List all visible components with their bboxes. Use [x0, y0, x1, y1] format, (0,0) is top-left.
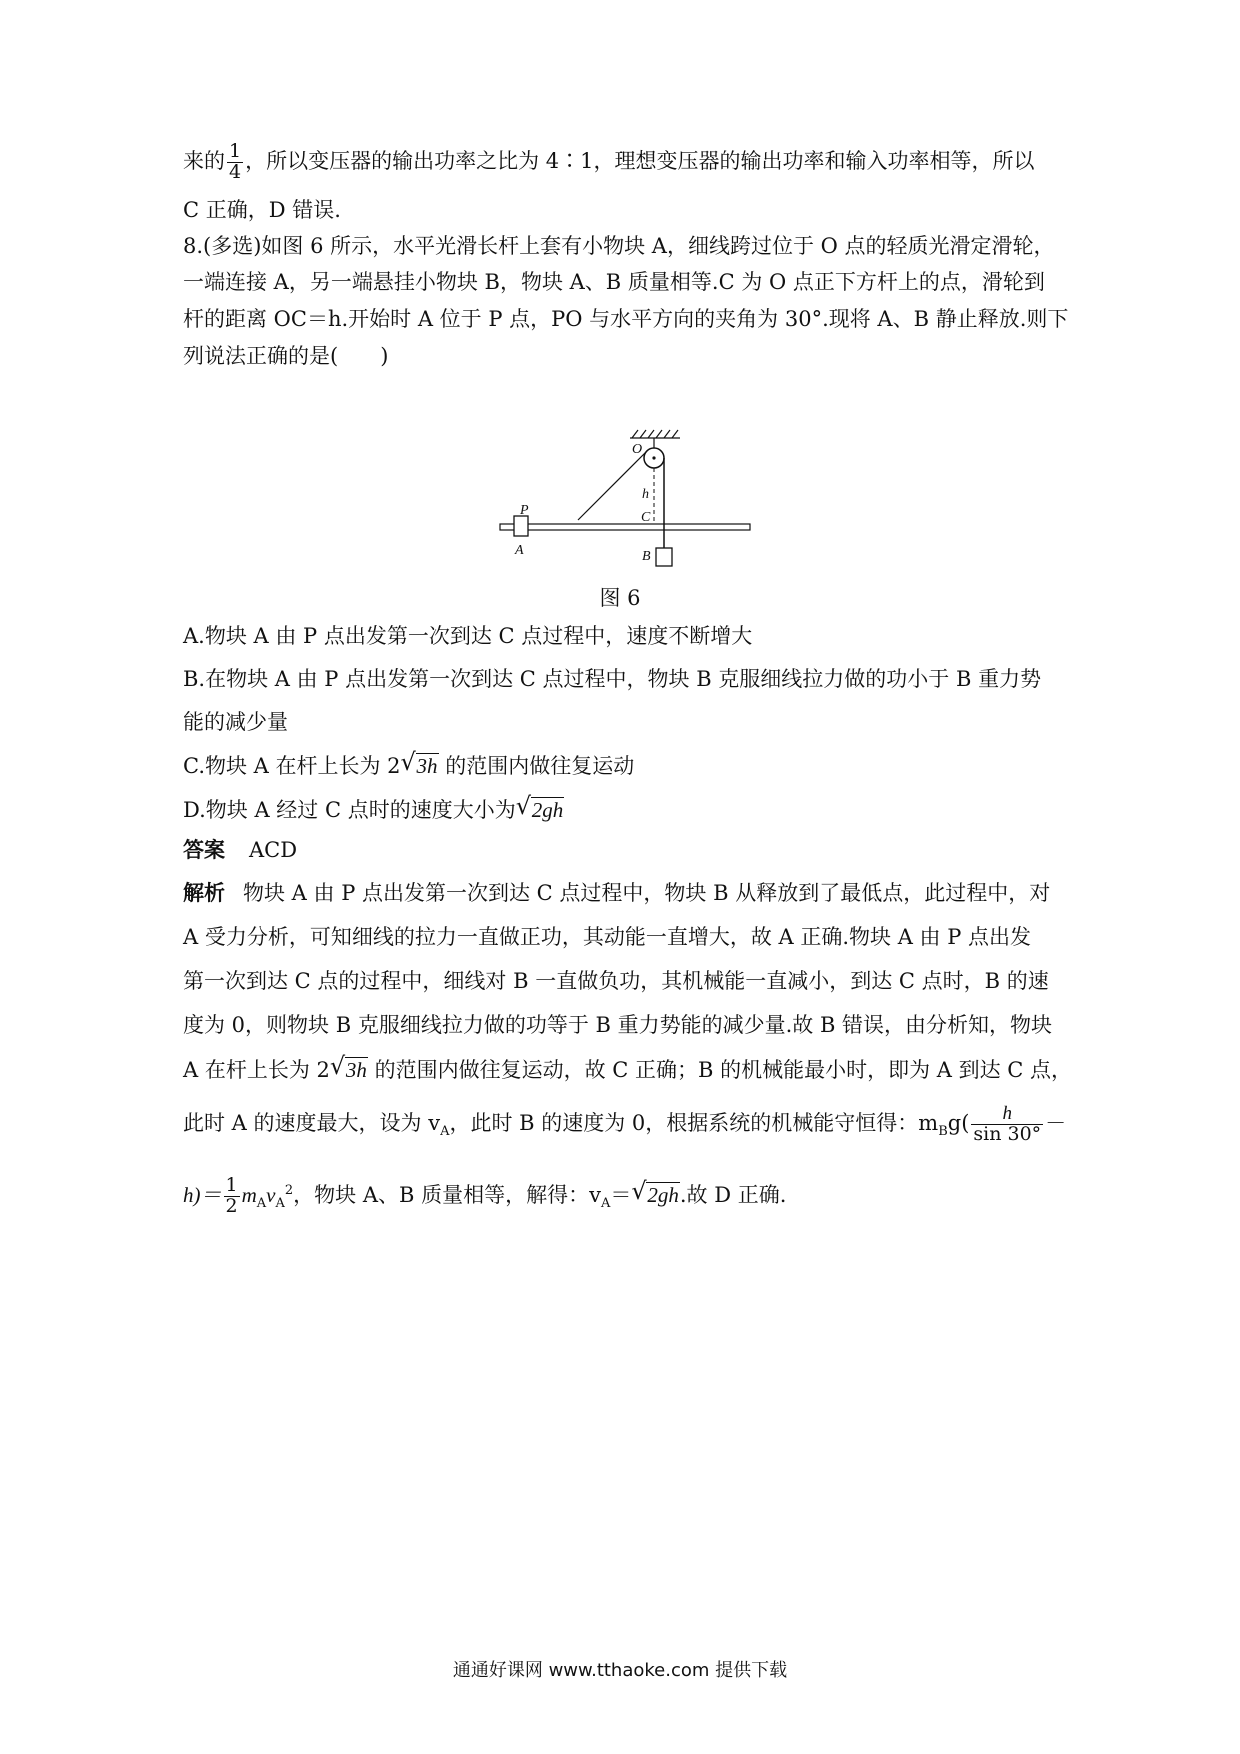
text-segment: D.物块 A 经过 C 点时的速度大小为 — [183, 798, 516, 822]
radical-sign: √ — [515, 792, 531, 820]
square-root — [515, 792, 565, 824]
text-segment: 的范围内做往复运动 — [438, 754, 635, 778]
figure-caption: 图 6 — [599, 586, 641, 610]
radicand: 3h — [345, 1058, 367, 1082]
fraction-denominator: 4 — [229, 160, 242, 183]
square-root — [400, 748, 439, 780]
fraction-denominator: sin 30° — [973, 1122, 1042, 1145]
page-footer: 通通好课网 www.tthaoke.com 提供下载 — [452, 1660, 788, 1681]
radical-sign: √ — [400, 748, 416, 776]
question-line-1: 8.(多选)如图 6 所示，水平光滑长杆上套有小物块 A，细线跨过位于 O 点的轻质光滑定滑轮， — [183, 234, 1055, 258]
text-segment: h)＝ — [183, 1182, 222, 1207]
answer-line — [183, 836, 1063, 864]
radicand: 2gh — [531, 798, 564, 822]
text-segment: ＝ — [610, 1182, 632, 1207]
text-segment: A 在杆上长为 2 — [183, 1058, 330, 1082]
text-segment: 的范围内做往复运动，故 C 正确；B 的机械能最小时，即为 A 到达 C 点， — [367, 1058, 1073, 1082]
analysis-line-4: 度为 0，则物块 B 克服细线拉力做的功等于 B 重力势能的减少量.故 B 错误，由分析知，物块 — [183, 1013, 1053, 1037]
square-root — [631, 1176, 680, 1209]
pulley-axle — [652, 456, 655, 459]
label-h: h — [642, 487, 649, 502]
answer-value: ACD — [249, 838, 298, 862]
radical-sign: √ — [631, 1176, 647, 1205]
label-p: P — [520, 503, 529, 518]
analysis-line-1 — [183, 879, 1063, 907]
text-segment: m — [241, 1182, 257, 1207]
block-b — [656, 548, 672, 566]
subscript: A — [440, 1124, 450, 1140]
analysis-label: 解析 — [183, 880, 225, 905]
analysis-line-6 — [183, 1103, 1067, 1146]
fraction-denominator: 2 — [225, 1194, 238, 1217]
text-segment: ，所以变压器的输出功率之比为 4∶1，理想变压器的输出功率和输入功率相等，所以 — [245, 148, 1035, 173]
radicand: 3h — [416, 754, 438, 778]
text-segment: .故 D 正确. — [679, 1182, 787, 1207]
text-segment: C.物块 A 在杆上长为 2 — [183, 754, 401, 778]
block-a — [514, 516, 528, 536]
subscript: A — [256, 1196, 267, 1212]
option-d — [183, 792, 1063, 824]
text-segment: g( — [947, 1110, 970, 1135]
question-line-4: 列说法正确的是( ) — [183, 344, 389, 368]
label-b: B — [642, 549, 651, 564]
analysis-line-5 — [183, 1052, 1073, 1084]
square-root — [329, 1052, 368, 1084]
radicand: 2gh — [647, 1182, 679, 1207]
string-to-a — [578, 452, 646, 520]
text-segment: ，物块 A、B 质量相等，解得：v — [293, 1182, 601, 1207]
label-o: O — [632, 442, 643, 457]
label-c: C — [641, 510, 651, 525]
text-segment: 物块 A 由 P 点出发第一次到达 C 点过程中，物块 B 从释放到了最低点，此过程中，对 — [243, 881, 1051, 905]
text-segment: ，此时 B 的速度为 0，根据系统的机械能守恒得：m — [449, 1110, 939, 1135]
fraction-numerator: h — [971, 1104, 1043, 1125]
analysis-line-2: A 受力分析，可知细线的拉力一直做正功，其动能一直增大，故 A 正确.物块 A 由 P 点出发 — [183, 925, 1032, 949]
fraction-numerator: 1 — [225, 1174, 238, 1196]
continuation-line-2: C 正确，D 错误. — [183, 198, 341, 222]
text-segment: － — [1045, 1110, 1067, 1135]
option-a: A.物块 A 由 P 点出发第一次到达 C 点过程中，速度不断增大 — [183, 624, 753, 648]
option-c — [183, 748, 1063, 780]
subscript: A — [600, 1196, 611, 1212]
answer-label: 答案 — [183, 837, 225, 862]
label-a: A — [515, 543, 524, 558]
fraction-one-half — [224, 1176, 240, 1217]
text-segment: 来的 — [183, 148, 225, 173]
pulley-diagram — [480, 420, 770, 580]
fraction-h-over-sin30 — [971, 1104, 1043, 1145]
text-segment: 此时 A 的速度最大，设为 v — [183, 1110, 441, 1135]
question-line-2: 一端连接 A，另一端悬挂小物块 B，物块 A、B 质量相等.C 为 O 点正下方杆上的点，滑轮到 — [183, 270, 1045, 294]
text-segment: v — [266, 1182, 276, 1207]
option-b-line-1: B.在物块 A 由 P 点出发第一次到达 C 点过程中，物块 B 克服细线拉力做的功小于 B 重力势 — [183, 667, 1042, 691]
subscript: A — [275, 1196, 285, 1212]
analysis-line-7 — [183, 1176, 1063, 1218]
analysis-line-3: 第一次到达 C 点的过程中，细线对 B 一直做负功，其机械能一直减小，到达 C 点时，B 的速 — [183, 969, 1049, 993]
fraction-numerator: 1 — [229, 140, 242, 162]
continuation-line-1 — [183, 142, 1063, 183]
option-b-line-2: 能的减少量 — [183, 710, 288, 734]
superscript: 2 — [284, 1182, 294, 1198]
question-line-3: 杆的距离 OC＝h.开始时 A 位于 P 点，PO 与水平方向的夹角为 30°.现将 A、B 静止释放.则下 — [183, 307, 1069, 331]
subscript: B — [938, 1124, 948, 1140]
radical-sign: √ — [329, 1052, 346, 1080]
fraction-one-quarter — [227, 142, 243, 183]
horizontal-rod — [500, 524, 750, 530]
